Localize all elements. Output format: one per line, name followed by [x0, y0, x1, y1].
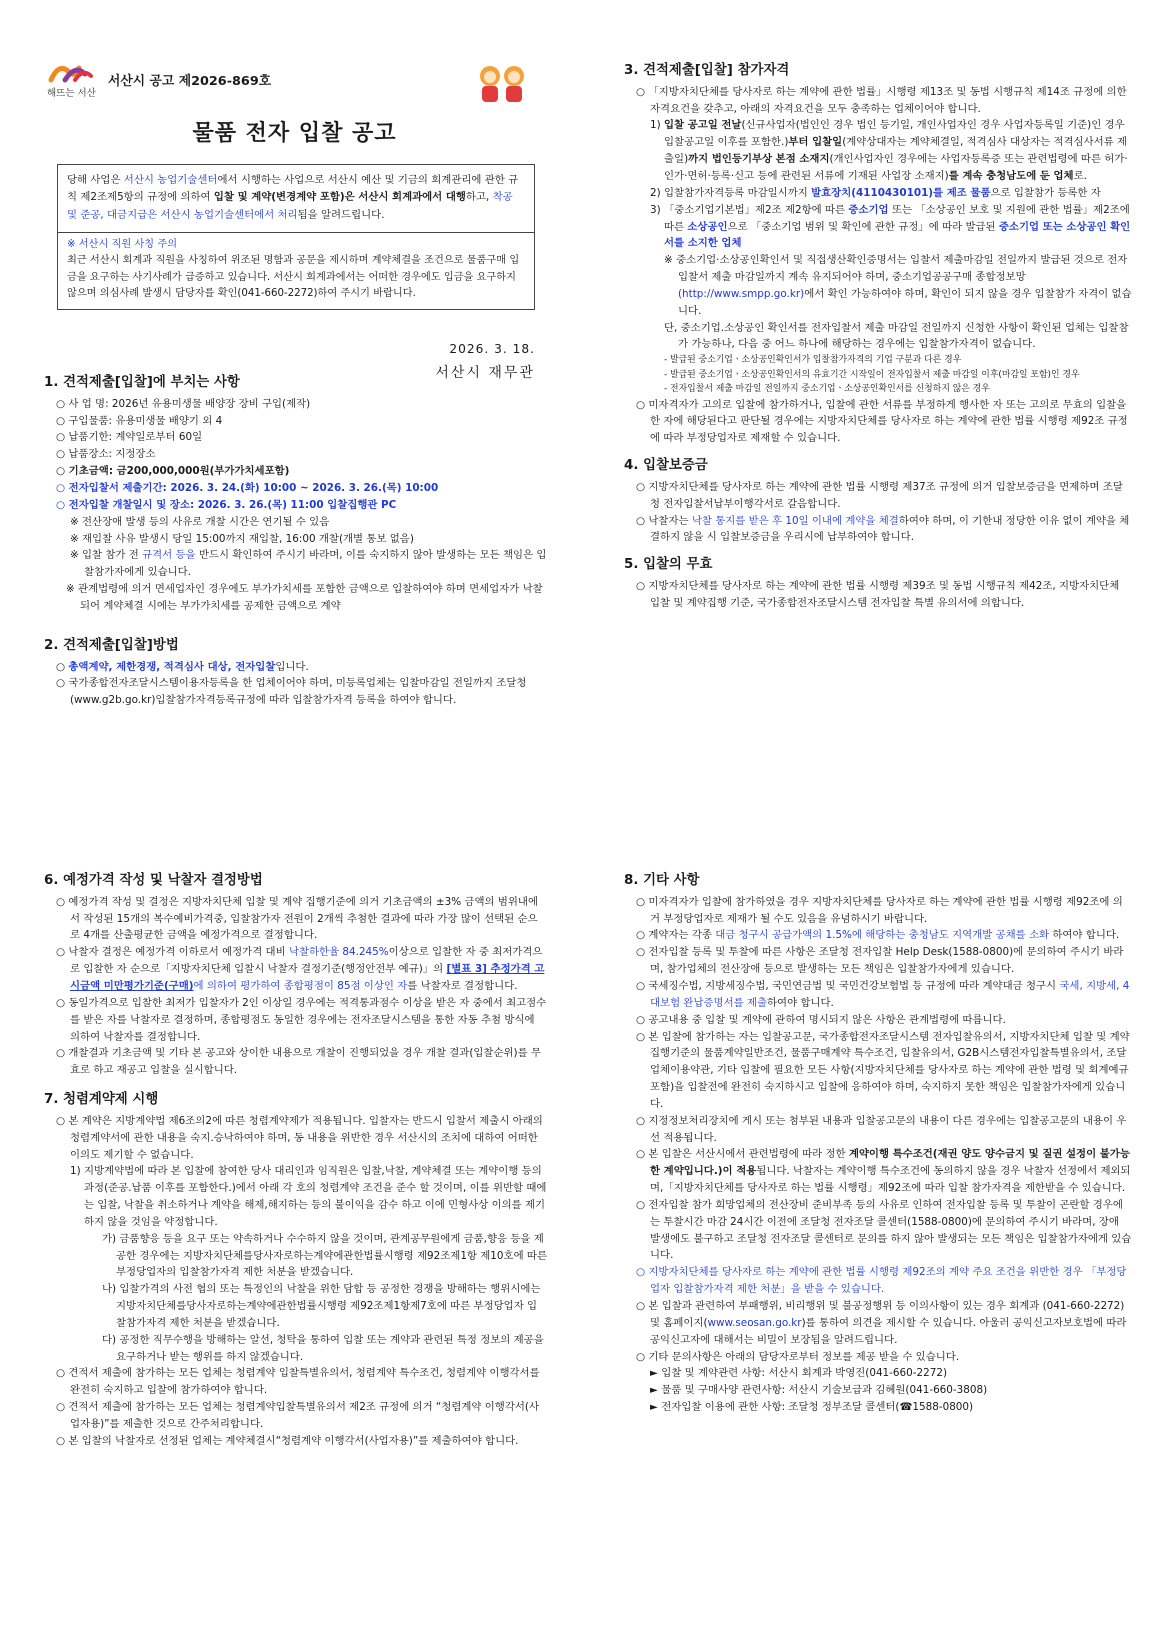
note-detail: - 발급된 중소기업ㆍ소상공인확인서의 유효기간 시작일이 전자입찰서 제출 마감일 이후(마감일 포함)인 경우	[664, 369, 1080, 380]
intro-text: 당해 사업은 서산시 농업기술센터에서 시행하는 사업으로 서산시 예산 및 기금의 회계관리에 관한 규칙 제2조제5항의 규정에 의하여 입찰 및 계약(변경계약 포함)은 서산시 회계과에서 대행하고, 착공 및 준공, 대금지급은 서산시 농업기술센터에서 처리됨을 알려드립니다.	[58, 165, 534, 233]
warning-body: 최근 서산시 회계과 직원을 사칭하여 위조된 명함과 공문을 제시하며 계약체결을 조건으로 물품구매 입금을 요구하는 사기사례가 급증하고 있습니다. 서산시 회계과에서는 어떠한 경우에도 입금을 요구하지 않으며 의심사례 발생시 담당자를 확인(041-660-2272)하여 주시기 바랍니다.	[67, 255, 520, 300]
condition: 1) 지방계약법에 따라 본 입찰에 참여한 당사 대리인과 임직원은 입찰,낙찰, 계약체결 또는 계약이행 등의 과정(준공.납품 이후를 포함한다.)에서 아래 각 호의 청렴계약 조건을 준수 할 것이며, 이를 위반할 때에는 입찰, 낙찰을 취소하거나 계약을 해제,해지하는 등의 불이익을 감수 하고 이에 민형사상 이의를 제기하지 않을 것임을 약정합니다.	[70, 1165, 547, 1228]
list-item: ○ 미자격자가 고의로 입찰에 참가하거나, 입찰에 관한 서류를 부정하게 행사한 자 또는 고의로 무효의 입찰을 한 자에 해당된다고 판단될 경우에는 지방자치단체를 당사자로 하는 계약에 관한 법률 시행령 제92조 규정에 따라 부정당업자로 제재할 수 있습니다.	[636, 398, 1128, 445]
item-goods: ○ 구입물품: 유용미생물 배양기 외 4	[56, 414, 223, 427]
list-item: ○ 본 입찰에 참가하는 자는 입찰공고문, 국가종합전자조달시스템 전자입찰유의서, 지방자치단체 입찰 및 계약 집행기준의 물품계약일반조건, 물품구매계약 특수조건, 입찰유의서, G2B시스템전자입찰특별유의서, 조달업체이용약관, 기타 입찰에 필요한 모든 사항(지방자치단체를 당사자로 하는 계약에 관한 법령 및 회계예규 포함)을 입찰전에 완전히 숙지하시고 입찰에 응하여야 하며, 숙지하지 못한 책임은 입찰참가자에게 있습니다.	[636, 1030, 1130, 1110]
section-8-title: 8. 기타 사항	[624, 873, 700, 888]
list-item: ○ 지방자치단체를 당사자로 하는 계약에 관한 법률 시행령 제92조의 계약 주요 조건을 위반한 경우 「부정당업자 입찰참가자격 제한 처분」을 받을 수 있습니다.	[636, 1266, 1127, 1296]
item-project-name: ○ 사 업 명: 2026년 유용미생물 배양장 장비 구입(제작)	[56, 397, 311, 410]
section-2-title: 2. 견적제출[입찰]방법	[44, 637, 179, 653]
list-item: ○ 국가종합전자조달시스템이용자등록을 한 업체이어야 하며, 미등록업체는 입찰마감일 전일까지 조달청(www.g2b.go.kr)입찰참가자격등록규정에 따라 입찰참가자격 등록을 하여야 합니다.	[56, 677, 527, 707]
intro-box	[57, 164, 535, 310]
list-item: ○ 동일가격으로 입찰한 최저가 입찰자가 2인 이상일 경우에는 적격통과점수 이상을 받은 자 중에서 최고점수를 받은 자를 낙찰자로 결정하며, 종합평점도 동일한 경우에는 전자조달시스템을 통한 자동 추첨 방식에 의하여 낙찰자를 결정합니다.	[56, 996, 547, 1043]
warning-title: ※ 서산시 직원 사칭 주의	[67, 238, 178, 250]
list-item: ○ 「지방자치단체를 당사자로 하는 계약에 관한 법률」시행령 제13조 및 동법 시행규칙 제14조 규정에 의한 자격요건을 갖추고, 아래의 자격요건을 모두 충족하는 업체이어야 합니다.	[636, 85, 1127, 115]
document-title: 물품 전자 입찰 공고	[192, 121, 397, 146]
list-item: ○ 예정가격 작성 및 결정은 지방자치단체 입찰 및 계약 집행기준에 의거 기초금액의 ±3% 금액의 범위내에서 작성된 15개의 복수예비가격중, 입찰참가자 전원이 2개씩 추첨한 결과에 따라 가장 많이 선택된 순으로 4개를 산출평균한 금액을 예정가격으로 결정합니다.	[56, 895, 538, 942]
item-submit-period: ○ 전자입찰서 제출기간: 2026. 3. 24.(화) 10:00 ~ 2026. 3. 26.(목) 10:00	[56, 481, 439, 494]
list-item: ○ 낙찰자 결정은 예정가격 이하로서 예정가격 대비 낙찰하한율 84.245%이상으로 입찰한 자 중 최저가격으로 입찰한 자 순으로「지방자치단체 입찰시 낙찰자 결정기준(행정안전부 예규)」의 [별표 3] 추정가격 고시금액 미만평가기준(구매)에 의하여 평가하여 종합평점이 85점 이상인 자를 낙찰자로 결정합니다.	[56, 946, 545, 992]
impersonation-warning	[58, 233, 534, 309]
note: ※ 관계법령에 의거 면세업자인 경우에도 부가가치세를 포함한 금액으로 입찰하여야 하며 면세업자가 낙찰되어 계약체결 시에는 부가가치세를 공제한 금액으로 계약	[66, 583, 543, 612]
sub-condition: 가) 금품향응 등을 요구 또는 약속하거나 수수하지 않을 것이며, 관계공무원에게 금품,향응 등을 제공한 경우에는 지방자치단체를당사자로하는계약에관한법률시행령 제92조제1항 제10호에 따른 부정당업자의 입찰참가자격 제한 처분을 받겠습니다.	[102, 1232, 547, 1279]
list-item: ○ 전자입찰 등록 및 투찰에 따른 사항은 조달청 전자입찰 Help Desk(1588-0800)에 문의하여 주시기 바라며, 참가업체의 전산장애 등으로 발생하는 모든 책임은 입찰참가자에게 있습니다.	[636, 946, 1124, 976]
list-item: ○ 본 입찰은 서산시에서 관련법령에 따라 정한 계약이행 특수조건(재권 양도 양수금지 및 질권 설정이 불가능한 계약입니다.)이 적용됩니다. 낙찰자는 계약이행 특수조건에 동의하지 않을 경우 낙찰자 선정에서 제외되며,「지방자치단체를 당사자로 하는 법률 시행령」제92조에 따라 입찰 참가자격을 제한받을 수 있습니다.	[636, 1148, 1131, 1195]
sub-condition: 나) 입찰가격의 사전 협의 또는 특정인의 낙찰을 위한 담합 등 공정한 경쟁을 방해하는 행위시에는 지방자치단체를당사자로하는계약에관한법률시행령 제92조제1항제7호에 따른 부정당업자 입찰참가자격 제한 처분을 받겠습니다.	[102, 1283, 541, 1329]
note: 단, 중소기업.소상공인 확인서를 전자입찰서 제출 마감일 전일까지 신청한 사항이 확인된 업체는 입찰참가 가능하나, 다음 중 어느 하나에 해당하는 경우에는 입찰참가자격이 없습니다.	[664, 321, 1129, 351]
contact-item: ► 전자입찰 이용에 관한 사항: 조달청 정부조달 콜센터(☎1588-0800)	[650, 1401, 974, 1414]
list-item: ○ 본 계약은 지방계약법 제6조의2에 따른 청렴계약제가 적용됩니다. 입찰자는 반드시 입찰서 제출시 아래의 청렴계약서에 관한 내용을 숙지.승낙하여야 하며, 동 내용을 위반한 경우 서산시의 조치에 대하여 어떠한 이의도 제기할 수 없습니다.	[56, 1114, 543, 1161]
seosan-logo	[45, 58, 105, 102]
section-7-title: 7. 청렴계약제 시행	[44, 1092, 159, 1108]
list-item: ○ 본 입찰과 관련하여 부패행위, 비리행위 및 불공정행위 등 이의사항이 있는 경우 회계과 (041-660-2272) 및 홈페이지(www.seosan.go.kr)를 통하여 의견을 제시할 수 있습니다. 아울러 공익신고자보호법에 따라 공익신고자에 대해서는 비밀이 보장됨을 알려드립니다.	[636, 1300, 1127, 1346]
list-item: ○ 본 입찰의 낙찰자로 선정된 업체는 계약체결시“청렴계약 이행각서(사업자용)”를 제출하여야 합니다.	[56, 1434, 519, 1447]
sub-condition: 다) 공정한 직무수행을 방해하는 알선, 청탁을 통하여 입찰 또는 계약과 관련된 특정 정보의 제공을 요구하거나 받는 행위를 하지 않겠습니다.	[102, 1333, 544, 1363]
notice-date: 2026. 3. 18.	[449, 342, 535, 356]
list-item: ○ 공고내용 중 입찰 및 계약에 관하여 명시되지 않은 사항은 관계법령에 따릅니다.	[636, 1013, 1006, 1026]
list-item: ○ 기타 문의사항은 아래의 담당자로부터 정보를 제공 받을 수 있습니다.	[636, 1350, 960, 1363]
contact-item: ► 입찰 및 계약관련 사항: 서산시 회계과 박영진(041-660-2272)	[650, 1367, 947, 1380]
note-detail: - 발급된 중소기업ㆍ소상공인확인서가 입찰참가자격의 기업 구분과 다른 경우	[664, 355, 962, 366]
list-item: ○ 견적서 제출에 참가하는 모든 업체는 청렴계약입찰특별유의서 제2조 규정에 의거 “청렴계약 이행각서(사업자용)”를 제출한 것으로 간주처리합니다.	[56, 1401, 540, 1430]
condition: 2) 입찰참가자격등록 마감일시까지 발효장치(4110430101)를 제조 물품으로 입찰참가 등록한 자	[650, 186, 1101, 199]
section-5-title: 5. 입찰의 무효	[624, 557, 713, 573]
item-base-amount: ○ 기초금액: 금200,000,000원(부가가치세포함)	[56, 465, 290, 478]
section-3-title: 3. 견적제출[입찰] 참가자격	[624, 63, 790, 78]
svg-text:해뜨는 서산: 해뜨는 서산	[47, 88, 96, 99]
condition: 1) 입찰 공고일 전날(신규사업자(법인인 경우 법인 등기일, 개인사업자인 경우 사업자등록일 기준)인 경우 입찰공고일 이후를 포함한.)부터 입찰일(계약상대자는 계약체결일, 적격심사 대상자는 적격심사서류 제출일)까지 법인등기부상 본점 소재지(개인사업자인 경우에는 사업자등록증 또는 관련법령에 따른 허가·인가·면허·등록·신고 등에 관련된 서류에 기재된 사업장 소재지)를 계속 충청남도에 둔 업체로.	[650, 119, 1128, 182]
list-item: ○ 전자입찰 참가 희망업체의 전산장비 준비부족 등의 사유로 인하여 전자입찰 등록 및 투찰이 곤란할 경우에는 투찰시간 마감 24시간 이전에 조달청 전자조달 콜센터(1588-0800)에 문의하여 주시기 바라며, 장애 발생에도 불구하고 조달청 전자조달 콜센터로 문의를 하지 않아 발생되는 모든 책임은 입찰참가자에게 있습니다.	[636, 1198, 1132, 1262]
item-place: ○ 납품장소: 지정장소	[56, 448, 156, 461]
list-item: ○ 미자격자가 입찰에 참가하였을 경우 지방자치단체를 당사자로 하는 계약에 관한 법률 시행령 제92조에 의거 부정당업자로 제재가 될 수도 있음을 유념하시기 바랍니다.	[636, 895, 1123, 925]
mascot-image	[473, 62, 533, 104]
section-6-title: 6. 예정가격 작성 및 낙찰자 결정방법	[44, 873, 263, 888]
list-item: ○ 계약자는 각종 대금 청구시 공급가액의 1.5%에 해당하는 충청남도 지역개발 공채를 소화 하여야 합니다.	[636, 929, 1120, 942]
note: ※ 입찰 참가 전 규격서 등을 반드시 확인하여 주시기 바라며, 이를 숙지하지 않아 발생하는 모든 책임은 입찰참가자에게 있습니다.	[70, 549, 547, 579]
notice-number: 서산시 공고 제2026-869호	[108, 74, 272, 89]
item-opening: ○ 전자입찰 개찰일시 및 장소: 2026. 3. 26.(목) 11:00 입찰집행관 PC	[56, 498, 397, 511]
item-deadline: ○ 납품기한: 계약일로부터 60일	[56, 431, 203, 444]
section-4-title: 4. 입찰보증금	[624, 458, 708, 474]
note-detail: - 전자입찰서 제출 마감일 전일까지 중소기업ㆍ소상공인확인서를 신청하지 않은 경우	[664, 384, 990, 395]
list-item: ○ 개찰결과 기초금액 및 기타 본 공고와 상이한 내용으로 개찰이 진행되었을 경우 개찰 결과(입찰순위)를 무효로 하고 재공고 입찰을 실시합니다.	[56, 1047, 541, 1077]
contact-item: ► 물품 및 구매사양 관련사항: 서산시 기술보급과 김혜원(041-660-3808)	[650, 1384, 988, 1397]
list-item: ○ 낙찰자는 낙찰 통지를 받은 후 10일 이내에 계약을 체결하여야 하며, 이 기한내 정당한 이유 없이 계약을 체결하지 않을 시 입찰보증금을 우리시에 납부하여야 합니다.	[636, 514, 1130, 544]
section-1-title: 1. 견적제출[입찰]에 부치는 사항	[44, 375, 240, 390]
list-item: ○ 견적서 제출에 참가하는 모든 업체는 청렴계약 입찰특별유의서, 청렴계약 특수조건, 청렴계약 이행각서를 완전히 숙지하고 입찰에 참가하여야 합니다.	[56, 1367, 540, 1397]
note: ※ 재입찰 사유 발생시 당일 15:00까지 재입찰, 16:00 개찰(개별 통보 없음)	[70, 532, 414, 545]
issuer: 서산시 재무관	[435, 365, 535, 381]
list-item: ○ 지방자치단체를 당사자로 하는 계약에 관한 법률 시행령 제39조 및 동법 시행규칙 제42조, 지방자치단체 입찰 및 계약집행 기준, 국가종합전자조달시스템 전자입찰 특별 유의서에 의합니다.	[636, 579, 1120, 609]
condition: 3) 「중소기업기본법」제2조 제2항에 따른 중소기업 또는 「소상공인 보호 및 지원에 관한 법률」제2조에 따른 소상공인으로 「중소기업 범위 및 확인에 관한 규정」에 따라 발급된 중소기업 또는 소상공인 확인서를 소지한 업체	[650, 203, 1131, 250]
homepage-link[interactable]: www.seosan.go.kr	[707, 1316, 802, 1329]
note: ※ 전산장애 발생 등의 사유로 개찰 시간은 연기될 수 있음	[70, 515, 330, 528]
note: ※ 중소기업·소상공인확인서 및 직접생산확인증명서는 입찰서 제출마감일 전일까지 발급된 것으로 전자입찰서 제출 마감일까지 계속 유지되어야 하며, 중소기업공공구매 종합정보망 (http://www.smpp.go.kr)에서 확인 가능하여야 하며, 확인이 되지 않을 경우 입찰참가 자격이 없습니다.	[664, 254, 1132, 317]
list-item: ○ 지방자치단체를 당사자로 하는 계약에 관한 법률 시행령 제37조 규정에 의거 입찰보증금을 면제하며 조달청 전자입찰서납부이행각서로 갈음합니다.	[636, 480, 1123, 510]
list-item: ○ 총액계약, 제한경쟁, 적격심사 대상, 전자입찰입니다.	[56, 660, 309, 673]
list-item: ○ 지정정보처리장치에 게시 또는 첨부된 내용과 입찰공고문의 내용이 다른 경우에는 입찰공고문의 내용이 우선 적용됩니다.	[636, 1114, 1127, 1144]
list-item: ○ 국세징수법, 지방세징수법, 국민연금법 및 국민건강보험법 등 규정에 따라 계약대금 청구시 국세, 지방세, 4대보험 완납증명서를 제출하여야 합니다.	[636, 979, 1130, 1009]
